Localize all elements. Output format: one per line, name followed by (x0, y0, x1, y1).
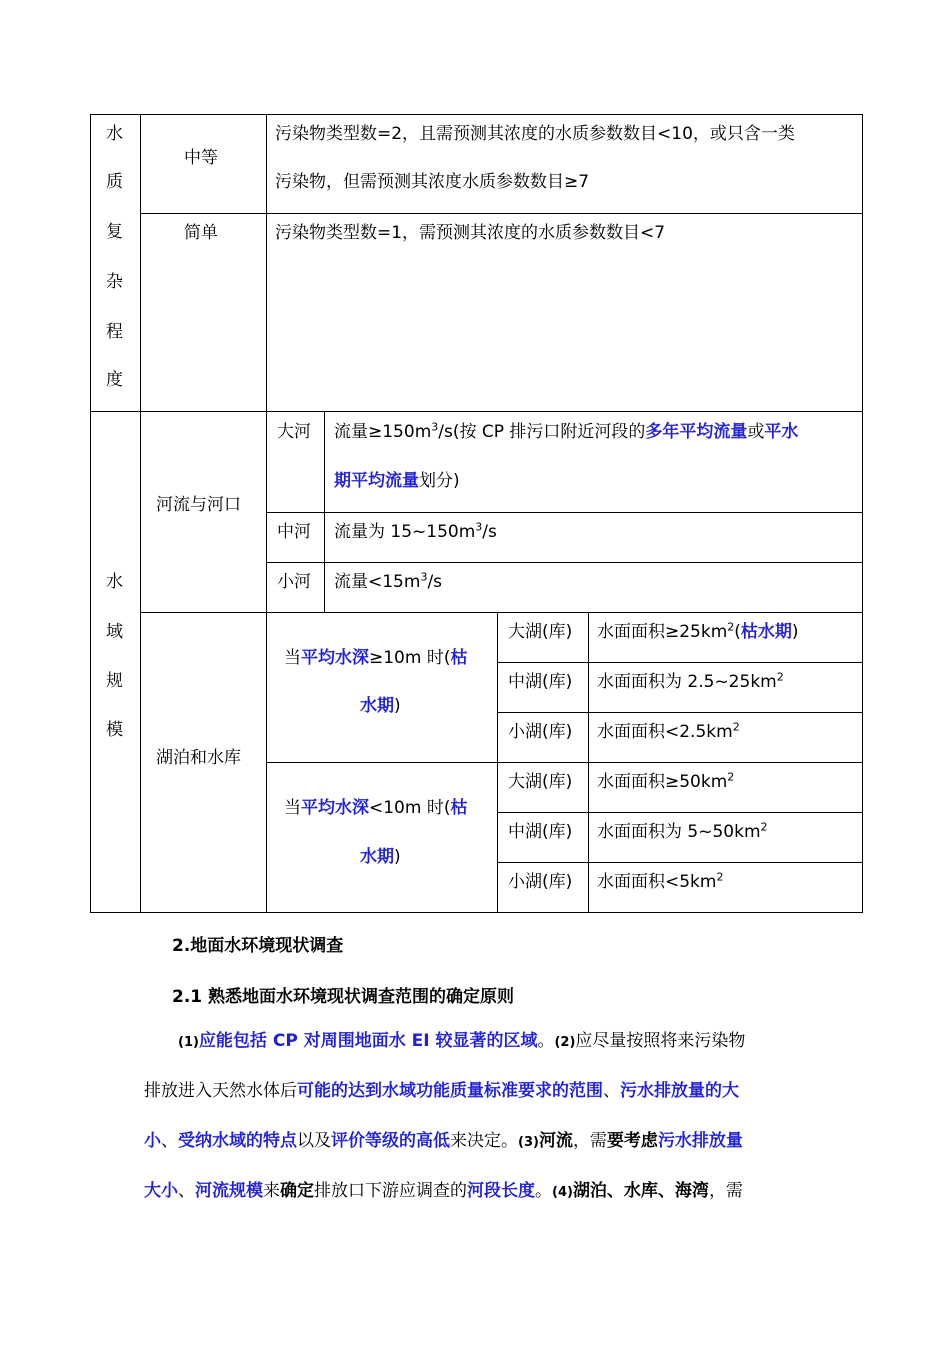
col-divider (588, 612, 589, 913)
table-border-right (862, 114, 863, 913)
category-char: 复 (106, 222, 123, 242)
col-divider (140, 114, 141, 913)
row-divider (497, 712, 863, 713)
category-char: 模 (106, 720, 123, 740)
category-char: 规 (106, 671, 123, 691)
lake-size-desc: 水面面积$\ge 50km^2$ (597, 770, 735, 792)
mid-river-label: 中河 (277, 522, 311, 542)
lake-size-desc: 水面面积$<2.5km^2$ (597, 720, 740, 742)
row-divider (140, 213, 863, 214)
medium-desc-line1: 污染物类型数=2，且需预测其浓度的水质参数数目<10，或只含一类 (275, 124, 795, 144)
small-river-label: 小河 (277, 572, 311, 592)
row-divider (497, 662, 863, 663)
section-heading: 2.地面水环境现状调查 (172, 936, 344, 956)
category-char: 域 (106, 622, 123, 642)
big-river-label: 大河 (277, 422, 311, 442)
row-divider (497, 812, 863, 813)
lake-size-label: 小湖(库) (508, 872, 573, 892)
lake-label: 湖泊和水库 (156, 748, 241, 768)
table-border-left (90, 114, 91, 913)
simple-label: 简单 (184, 223, 218, 243)
lake-size-label: 中湖(库) (508, 822, 573, 842)
paragraph-line: 排放进入天然水体后可能的达到水域功能质量标准要求的范围、污水排放量的大 (144, 1081, 739, 1101)
col-divider (266, 114, 267, 913)
lake-size-label: 中湖(库) (508, 672, 573, 692)
subsection-heading: 2.1 熟悉地面水环境现状调查范围的确定原则 (172, 987, 515, 1007)
lake-size-desc: 水面面积为 $5\sim 50km^2$ (597, 820, 768, 842)
shallow-condition-line1: 当平均水深<10m 时(枯 (284, 798, 468, 818)
lake-size-label: 大湖(库) (508, 622, 573, 642)
deep-condition-line1: 当平均水深≥10m 时(枯 (284, 648, 468, 668)
category-char: 程 (106, 322, 123, 342)
mid-river-desc: 流量为 $15\sim 150m^3/s$ (334, 520, 497, 542)
category-char: 度 (106, 370, 123, 390)
paragraph-line: 大小、河流规模来确定排放口下游应调查的河段长度。(4)湖泊、水库、海湾，需 (144, 1181, 743, 1201)
category-char: 质 (106, 172, 123, 192)
row-divider (497, 862, 863, 863)
lake-size-desc: 水面面积$\ge 25km^2$(枯水期) (597, 620, 799, 642)
row-divider (90, 411, 863, 412)
lake-size-desc: 水面面积为 $2.5\sim 25km^2$ (597, 670, 784, 692)
lake-size-label: 小湖(库) (508, 722, 573, 742)
category-char: 杂 (106, 272, 123, 292)
row-divider (266, 512, 863, 513)
river-label: 河流与河口 (156, 495, 241, 515)
medium-label: 中等 (184, 148, 218, 168)
row-divider (140, 612, 863, 613)
row-divider (266, 562, 863, 563)
paragraph-line: 小、受纳水域的特点以及评价等级的高低来决定。(3)河流，需要考虑污水排放量 (144, 1131, 743, 1151)
big-river-desc-line1: 流量$\ge 150m^3/s$(按 CP 排污口附近河段的多年平均流量或平水 (334, 420, 799, 442)
table-border-bottom (90, 912, 863, 913)
col-divider (497, 612, 498, 913)
big-river-desc-line2: 期平均流量划分) (334, 471, 460, 491)
col-divider (324, 411, 325, 613)
row-divider (266, 762, 863, 763)
lake-size-label: 大湖(库) (508, 772, 573, 792)
paragraph-line: (1)应能包括 CP 对周围地面水 EI 较显著的区域。(2)应尽量按照将来污染物 (178, 1031, 746, 1051)
deep-condition-line2: 水期) (360, 696, 401, 716)
table-border-top (90, 114, 863, 115)
simple-desc: 污染物类型数=1，需预测其浓度的水质参数数目<7 (275, 223, 666, 243)
lake-size-desc: 水面面积$<5km^2$ (597, 870, 724, 892)
small-river-desc: 流量$<15m^3/s$ (334, 570, 443, 592)
shallow-condition-line2: 水期) (360, 847, 401, 867)
medium-desc-line2: 污染物，但需预测其浓度水质参数数目≥7 (275, 172, 590, 192)
category-char: 水 (106, 124, 123, 144)
category-char: 水 (106, 572, 123, 592)
